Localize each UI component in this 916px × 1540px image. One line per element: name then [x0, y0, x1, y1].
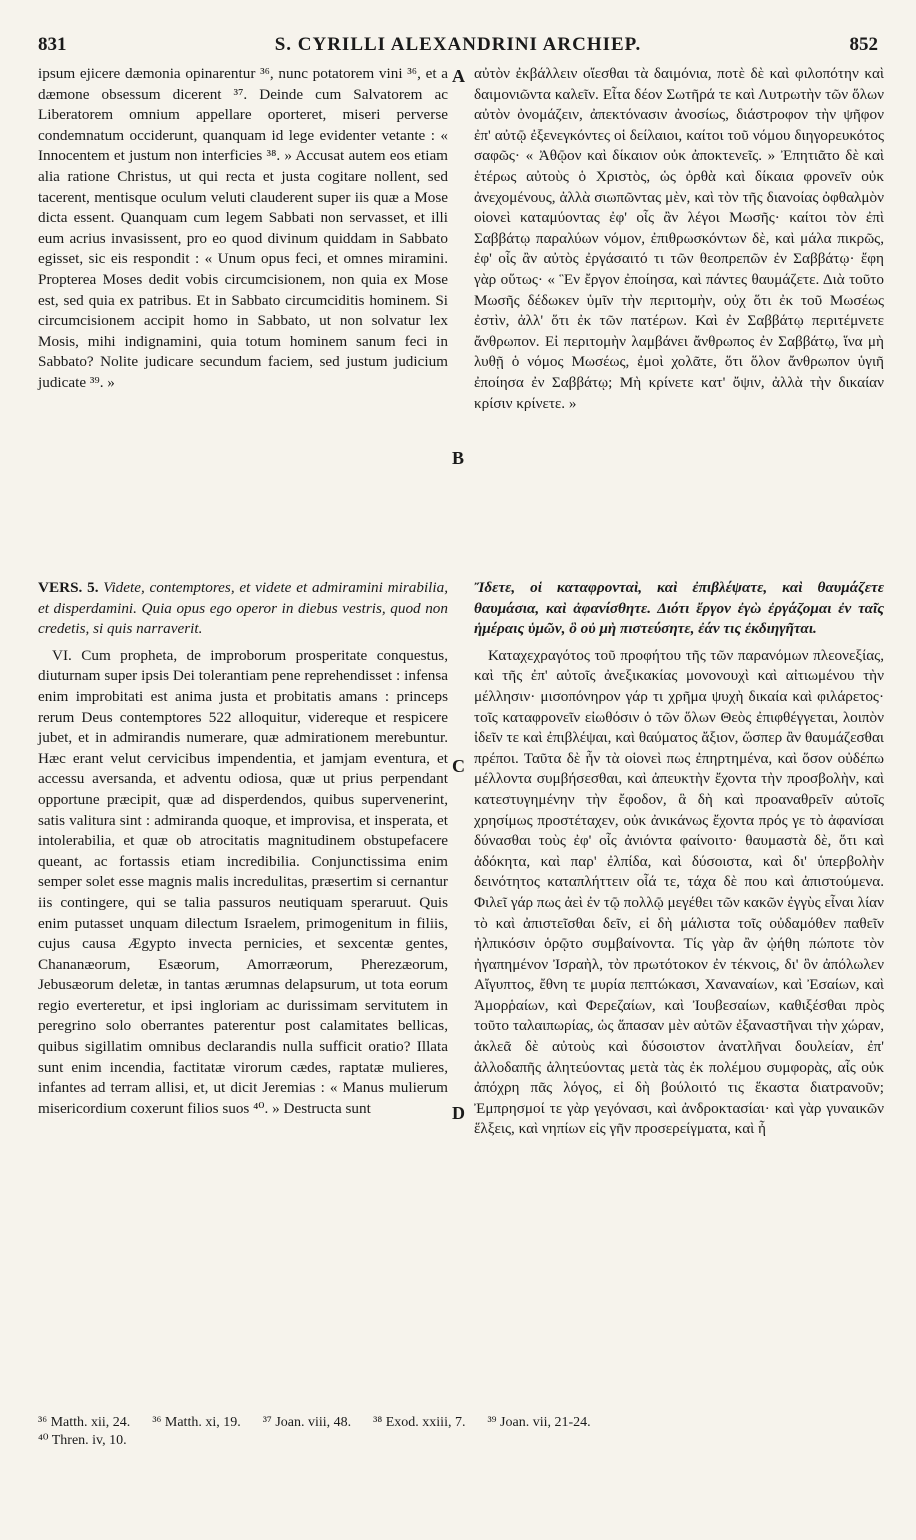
greek-top-paragraph: αὐτὸν ἐκβάλλειν οἴεσθαι τὰ δαιμόνια, ποτὲ δὲ καὶ φιλοπότην καὶ δαιμονιῶντα καλεῖν. Εἶτα δέον Σωτῆρά τε καὶ Λυτρωτὴν τῶν ὅλων αὐτὸν ὀνομάζειν, ἀπεκτόνασιν ἀνοσίως, διάστροφον τὴν ψῆφον ἐπ' αὐτῷ ἐξενεγκόντες οἱ δείλαιοι, καίτοι τοῦ νόμου διηγορευκότος σαφῶς· « Ἀθῷον καὶ δίκαιον οὐκ ἀποκτενεῖς. » Ἐπητιᾶτο δὲ καὶ ἑτέρως αὐτοὺς ὁ Χριστὸς, ὡς ὀρθὰ καὶ δίκαια φρονεῖν οὐκ ἀνεχομένους, ἀλλὰ σιωπῶντας μὲν, καὶ τὸν τῆς διανοίας ὀφθαλμὸν οἱονεὶ καταμύοντας ἐφ' οἷς ἂν λέγοι Μωσῆς· καίτοι τὸν ἐπὶ Σαββάτῳ παραλύων νόμον, ἐπιθρωσκόντων δὲ, καὶ μάλα πικρῶς, ἐφ' οἷς ἂν αὐτὸς ἐργάσαιτό τι τῶν θεοπρεπῶν ἐν Σαββάτῳ· ἔφη γὰρ οὕτως· « Ἓν ἔργον ἐποίησα, καὶ πάντες θαυμάζετε. Διὰ τοῦτο Μωσῆς δέδωκεν ὑμῖν τὴν περιτομὴν, οὐχ ὅτι ἐκ τοῦ Μωσέως ἐστὶν, ἀλλ' ὅτι ἐκ τῶν πατέρων. Καὶ ἐν Σαββάτῳ περιτέμνετε ἄνθρωπον. Εἰ περιτομὴν λαμβάνει ἄνθρωπος ἐν Σαββάτῳ, ἵνα μὴ λυθῇ ὁ νόμος Μωσέως, ἐμοὶ χολᾶτε, ὅτι ὅλον ἄνθρωπον ὑγιῆ ἐποίησα ἐν Σαββάτῳ; Μὴ κρίνετε κατ' ὄψιν, ἀλλὰ τὴν δικαίαν κρίσιν κρίνετε. »: [474, 65, 884, 412]
margin-marker-b: B: [452, 448, 465, 468]
footnote: ³⁶ Matth. xii, 24.: [38, 1415, 131, 1430]
greek-column-top: [474, 64, 884, 414]
footnote-line: [38, 1414, 878, 1432]
footnote: ⁴⁰ Thren. iv, 10.: [38, 1433, 127, 1448]
latin-column-top: [38, 64, 448, 394]
page-number-right: 852: [849, 34, 878, 55]
footnote: ³⁶ Matth. xi, 19.: [152, 1415, 241, 1430]
margin-marker-c: C: [452, 756, 465, 776]
greek-section-paragraph: Καταχεχραγότος τοῦ προφήτου τῆς τῶν παρανόμων πλεονεξίας, καὶ τῆς ἐπ' αὐτοῖς ἀνεξικακίας μονονουχὶ καὶ αἰτιωμένου τὴν μέλλησιν· μισοπόνηρον γάρ τι χρῆμα ψυχὴ δικαία καὶ φιλάρετος· τοῖς καταφρονεῖν εἰωθόσιν ὁ τῶν ὅλων Θεὸς ἐπιφθέγγεται, λοιπὸν ἰδεῖν τε καὶ ἐπιβλέψαι, καὶ θαύματος ἄξιον, ὥσπερ ἂν θαυμάζεσθαι πρέποι. Ταῦτα δὲ ἦν τὰ οἱονεὶ πως ἐπηρτημένα, καὶ ὅσον οὐδέπω μέλλοντα συμβήσεσθαι, καὶ ἀπευκτὴν ἔχοντα τὴν προσβολὴν, καὶ κατεστυγημένην τὴν ἔφοδον, ἃ δὴ καὶ προαναθρεῖν αὐτοῖς χρησίμως προστέταχεν, οὐκ ἀνικάνως ἔχοντα πρός γε τὸ ἀφανίσαι δύνασθαι τοὺς ἐφ' οἷς ἀνιόντα φαίνοιτο· θαυμαστὰ δὲ, ὅτι καὶ ἀδόκητα, καὶ παρ' ἐλπίδα, καὶ δύσοιστα, καὶ δι' ὑπερβολὴν δεινότητος καταπλήττειν οἷά τε, τάχα δὲ που καὶ ἀπιστούμενα. Φιλεῖ γάρ πως ἀεὶ ἐν τῷ πολλῷ μεγέθει τῶν κακῶν ἐγγὺς εἶναι λίαν τὸ καὶ ἀπιστεῖσθαι δεῖν, εἰ δὴ μάλιστα τοῖς οὐδαμόθεν παθεῖν ἠλπικόσιν ὁρῷτο συμβαίνοντα. Τίς γὰρ ἂν ᾠήθη πώποτε τὸν ἠγαπημένον Ἰσραὴλ, τὸν πρωτότοκον ἐν τέκνοις, δι' ὃν ἀπόλωλεν Αἴγυπτος, ἔθνη τε μυρία πεπτώκασι, Χαναναίων, καὶ Ἐσαίων, καὶ Ἀμορῥαίων, καὶ Φερεζαίων, καὶ Ἰουβεσαίων, καθιξέσθαι πρὸς τοῦτο ταλαιπωρίας, ὡς ἅπασαν μὲν αὐτῶν ἐξαναστῆναι τὴν χώραν, ἀκλεᾶ δὲ αὐτοὺς καὶ δύσοιστον ἀνατλῆναι δουλείαν, ἐπ' ἀλλοδαπῆς ἀλητεύοντας μετὰ τὰς ἐκ πολέμου συμφορὰς, αἷς οὐκ ἀπόχρη πᾶς λόγος, εἰ δὴ βούλοιτό τις ἕκαστα διατρανοῦν; Ἐμπρησμοί τε γὰρ γεγόνασι, καὶ ἀνδροκτασίαι· καὶ γὰρ γυναικῶν ἕλξεις, καὶ νηπίων εἰς γῆν προσερείγματα, καὶ ἦ: [474, 646, 884, 1138]
latin-section-paragraph: VI. Cum propheta, de improborum prosperitate conquestus, diuturnam super ipsis Dei tolerantiam pene reprehendisset : infensa enim improbitati est anima justa et probitatis amans : princeps rerum Deus contemptores 522 alloquitur, videreque et respicere jubet, et in admirandis numerare, quæ admirationem merebuntur. Hæc erant velut cervicibus impendentia, et jamjam eventura, et accessu aversanda, et adventu odiosa, quæ ut prius perpendant opportune præcipit, quæ ad disperdendos, quibus supervenerint, satis valitura sint : admiranda quoque, et improvisa, et insperata, et intolerabilia, et quæ ob atrocitatis magnitudinem obstupefacere queant, ac fortassis etiam incredibilia. Conjunctissima enim semper solet esse magnis malis incredulitas, præsertim si cernantur iis contingere, qui se talia passuros neutiquam speraruut. Quis enim putasset unquam dilectum Israelem, primogenitum in filiis, cujus causa Ægypto invecta pernicies, et sexcentæ gentes, Chananæorum, Esæorum, Amorræorum, Pherezæorum, Jebusæorum deletæ, in tantas ærumnas delapsurum, ut tota eorum regio everteretur, et ipsi ingloriam ac durissimam servitutem in peregrino solo oberrantes paterentur post calamitates bellicas, quibus sigillatim omnibus declarandis nulla sufficit oratio? Illata sunt enim incendia, factitatæ virorum cædes, raptatæ mulieres, infantes ad terram allisi, et, ut dicit Jeremias : « Manus mulierum misericordium coxerunt filios suos ⁴⁰. » Destructa sunt: [38, 646, 448, 1117]
footnotes: [38, 1414, 878, 1450]
footnote: ³⁸ Exod. xxiii, 7.: [373, 1415, 466, 1430]
latin-top-paragraph: ipsum ejicere dæmonia opinarentur ³⁶, nunc potatorem vini ³⁶, et a dæmone obsessum dicerent ³⁷. Deinde cum Salvatorem ac Liberatorem omnium appellare oporteret, miseri perverse condemnatum occiderunt, quanquam id lege evidenter vetante : « Innocentem et justum non interficies ³⁸. » Accusat autem eos etiam alia ratione Christus, ut qui recta et justa cogitare nollent, sed tacerent, mentisque oculum veluti clauderent super iis quæ a Mose dicta essent. Quanquam cum legem Sabbati non servasset, et illi eum acrius invasissent, pro eo quod divinum quiddam in Sabbato egisset, sic eis respondit : « Unum opus feci, et omnes miramini. Propterea Moses dedit vobis circumcisionem, non quia ex Mose est, sed quia ex patribus. Et in Sabbato circumciditis hominem. Si circumcisionem accipit homo in Sabbato, ut non solvatur lex Mosis, mihi indignamini, quia totum hominem sanum feci in Sabbato? Nolite judicare secundum faciem, sed justum judicium judicate ³⁹. »: [38, 65, 448, 391]
latin-column-main: [38, 578, 448, 1119]
greek-column-main: [474, 578, 884, 1140]
verse-heading: VERS. 5.: [38, 579, 99, 596]
running-title: S. CYRILLI ALEXANDRINI ARCHIEP.: [274, 34, 642, 55]
page-number-left: 831: [38, 34, 67, 55]
margin-marker-a: A: [452, 66, 465, 86]
page-header: [38, 34, 878, 60]
latin-verse: [38, 578, 448, 640]
footnote: ³⁷ Joan. viii, 48.: [262, 1415, 352, 1430]
latin-verse-text: Videte, contemptores, et videte et admiramini mirabilia, et disperdamini. Quia opus ego operor in diebus vestris, quod non credetis, si quis narraverit.: [38, 579, 448, 638]
footnote: ³⁹ Joan. vii, 21-24.: [487, 1415, 591, 1430]
footnote-line: [38, 1432, 878, 1450]
margin-marker-d: D: [452, 1103, 465, 1123]
greek-verse-text: Ἴδετε, οἱ καταφρονταὶ, καὶ ἐπιβλέψατε, καὶ θαυμάζετε θαυμάσια, καὶ ἀφανίσθητε. Διότι ἔργον ἐγὼ ἐργάζομαι ἐν ταῖς ἡμέραις ὑμῶν, ὃ οὐ μὴ πιστεύσητε, ἐάν τις ἐκδιηγῆται.: [474, 579, 884, 638]
